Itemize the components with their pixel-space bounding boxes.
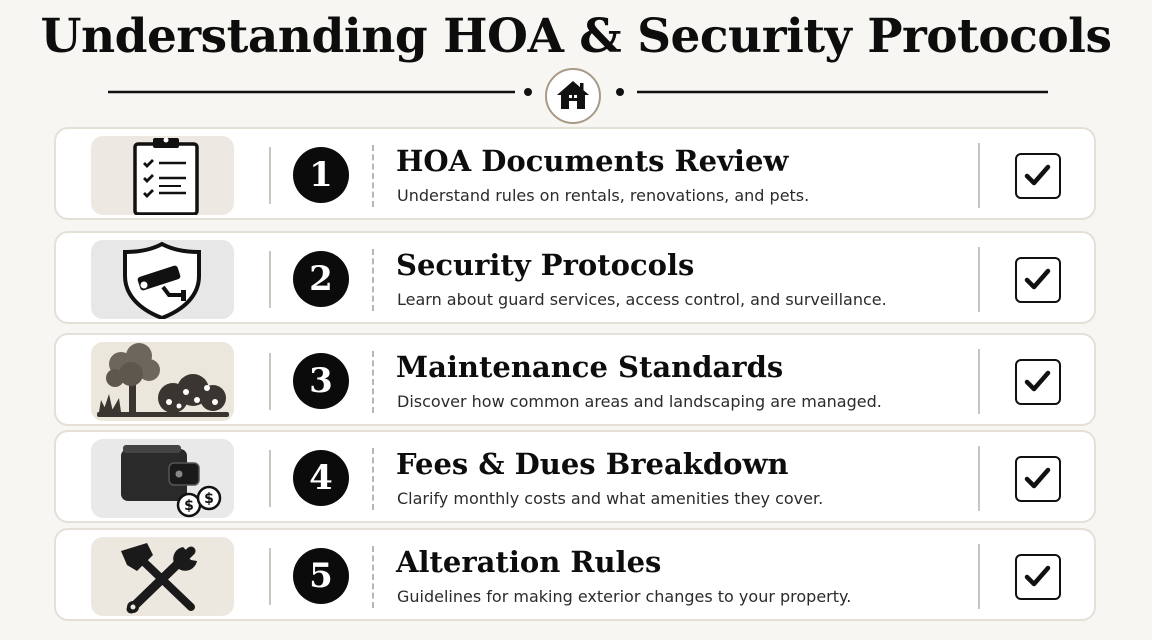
separator-dashed <box>372 351 374 413</box>
checklist-item-3 <box>54 333 1096 426</box>
checklist-item-2 <box>54 231 1096 324</box>
checkmark-icon <box>1017 458 1058 499</box>
checklist-item-1 <box>54 127 1096 220</box>
checkmark-icon <box>1017 155 1058 196</box>
separator-dashed <box>372 249 374 311</box>
item-description: Clarify monthly costs and what amenities they cover. <box>397 489 824 508</box>
separator <box>269 147 271 204</box>
step-number: 4 <box>293 450 349 506</box>
step-number: 1 <box>293 147 349 203</box>
wallet-coins-icon <box>91 439 234 518</box>
separator <box>269 548 271 605</box>
shield-camera-icon <box>91 240 234 319</box>
checkbox[interactable] <box>1015 456 1061 502</box>
checkbox[interactable] <box>1015 554 1061 600</box>
separator <box>269 251 271 308</box>
separator <box>978 446 980 511</box>
separator-dashed <box>372 448 374 510</box>
step-number: 5 <box>293 548 349 604</box>
step-number: 2 <box>293 251 349 307</box>
icon-panel <box>91 342 234 421</box>
page-title: Understanding HOA & Security Protocols <box>40 9 1112 64</box>
checkbox[interactable] <box>1015 257 1061 303</box>
step-number: 3 <box>293 353 349 409</box>
item-title: Maintenance Standards <box>396 350 784 384</box>
separator-dashed <box>372 145 374 207</box>
house-icon <box>546 69 600 123</box>
icon-panel <box>91 439 234 518</box>
item-description: Guidelines for making exterior changes to your property. <box>397 587 852 606</box>
separator-dashed <box>372 546 374 608</box>
icon-panel <box>91 537 234 616</box>
separator <box>978 349 980 414</box>
checkbox[interactable] <box>1015 153 1061 199</box>
separator <box>269 450 271 507</box>
clipboard-checklist-icon <box>91 136 234 215</box>
item-description: Discover how common areas and landscaping are managed. <box>397 392 882 411</box>
icon-panel <box>91 240 234 319</box>
hammer-wrench-icon <box>91 537 234 616</box>
item-title: Fees & Dues Breakdown <box>396 447 789 481</box>
checkmark-icon <box>1017 259 1058 300</box>
checkmark-icon <box>1017 361 1058 402</box>
checklist-item-5 <box>54 528 1096 621</box>
svg-text:$: $ <box>184 498 194 514</box>
item-title: Security Protocols <box>396 248 695 282</box>
checkbox[interactable] <box>1015 359 1061 405</box>
title-divider <box>0 67 1152 127</box>
checkmark-icon <box>1017 556 1058 597</box>
item-title: HOA Documents Review <box>396 144 789 178</box>
landscaping-icon <box>91 342 234 421</box>
item-description: Learn about guard services, access control, and surveillance. <box>397 290 887 309</box>
checklist-item-4 <box>54 430 1096 523</box>
separator <box>978 247 980 312</box>
separator <box>269 353 271 410</box>
item-description: Understand rules on rentals, renovations, and pets. <box>397 186 810 205</box>
item-title: Alteration Rules <box>396 545 662 579</box>
separator <box>978 143 980 208</box>
icon-panel <box>91 136 234 215</box>
svg-text:$: $ <box>204 491 214 507</box>
separator <box>978 544 980 609</box>
